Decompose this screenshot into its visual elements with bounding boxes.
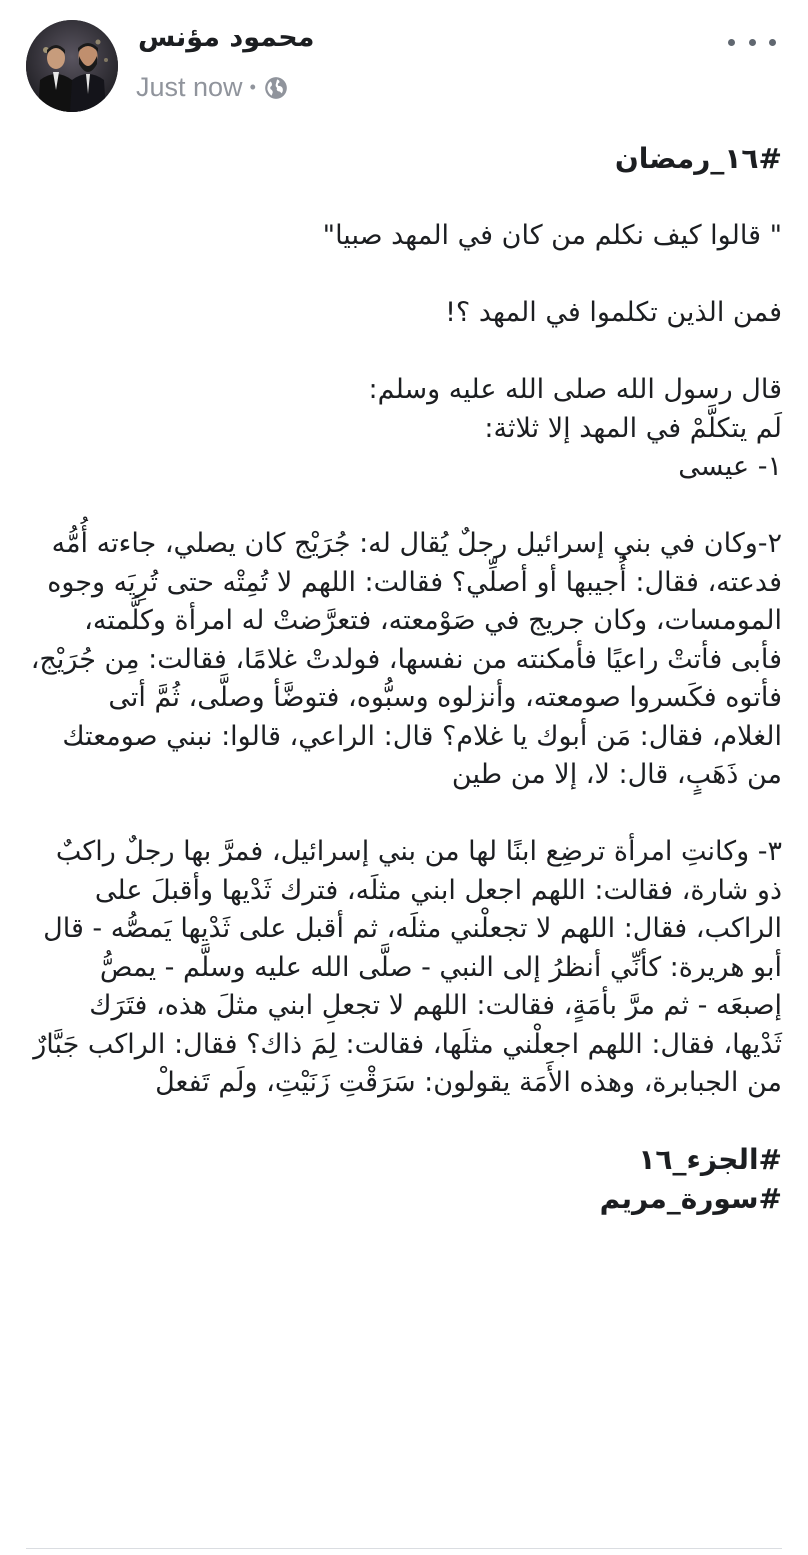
meta-separator: • (249, 77, 256, 97)
more-dots-icon (728, 39, 735, 46)
story-jurayj: ٢-وكان في بني إسرائيل رجلٌ يُقال له: جُرَيْج كان يصلي، جاءته أُمُّه فدعته، فقال: أُجيبها أو أصلِّي؟ فقالت: اللهم لا تُمِتْه حتى تُرِيَه وجوه المومسات، وكان جريج في صَوْمعته، فتعرَّضتْ له امرأة وكلَّمته، فأبى فأتتْ راعيًا فأمكنته من نفسها، فولدتْ غلامًا، فقالت: مِن جُرَيْج، فأتوه فكَسروا صومعته، وأنزلوه وسبُّوه، فتوضَّأ وصلَّى، ثُمَّ أتى الغلام، فقال: مَن أبوك يا غلام؟ قال: الراعي، قالوا: نبني صومعتك من ذَهَبٍ، قال: لا، إلا من طين (30, 528, 782, 790)
avatar-photo (26, 20, 118, 112)
divider (26, 1548, 782, 1549)
hashtag-surah-maryam[interactable]: #سورة_مريم (599, 1181, 782, 1215)
more-options-button[interactable] (728, 24, 776, 60)
post-quote: " قالوا كيف نكلم من كان في المهد صبيا" (322, 220, 782, 251)
post-body (30, 140, 782, 1218)
author-name[interactable]: محمود مؤنس (138, 22, 315, 53)
hashtag-juz[interactable]: #الجزء_١٦ (638, 1143, 782, 1176)
globe-icon[interactable] (263, 75, 289, 101)
post-question: فمن الذين تكلموا في المهد ؟! (445, 297, 782, 328)
post-meta (136, 72, 289, 103)
avatar[interactable] (26, 20, 118, 112)
hadith-intro: قال رسول الله صلى الله عليه وسلم: لَم يتكلَّمْ في المهد إلا ثلاثة: ١- عيسى (368, 374, 782, 482)
hashtag-ramadan[interactable]: #١٦_رمضان (614, 142, 782, 175)
timestamp[interactable]: Just now (136, 72, 243, 102)
more-dots-icon (769, 39, 776, 46)
more-dots-icon (749, 39, 756, 46)
post-header (0, 0, 808, 128)
story-nursing-woman: ٣- وكانتِ امرأة ترضِع ابنًا لها من بني إسرائيل، فمرَّ بها رجلٌ راكبٌ ذو شارة، فقالت: اللهم اجعل ابني مثلَه، فترك ثَدْيها وأقبلَ على الراكب، فقال: اللهم لا تجعلْني مثلَه، ثم أقبل على ثَدْيها يَمصُّه - قال أبو هريرة: كأنِّي أنظرُ إلى النبي - صلَّى الله عليه وسلَّم - يمصُّ إصبعَه - ثم مرَّ بأمَةٍ، فقالت: اللهم لا تجعلِ ابني مثلَ هذه، فتَرَك ثَدْيها، فقال: اللهم اجعلْني مثلَها، فقالت: لِمَ ذاك؟ فقال: الراكب جَبَّارٌ من الجبابرة، وهذه الأَمَة يقولون: سَرَقْتِ زَنَيْتِ، ولَم تَفعلْ (33, 836, 782, 1098)
